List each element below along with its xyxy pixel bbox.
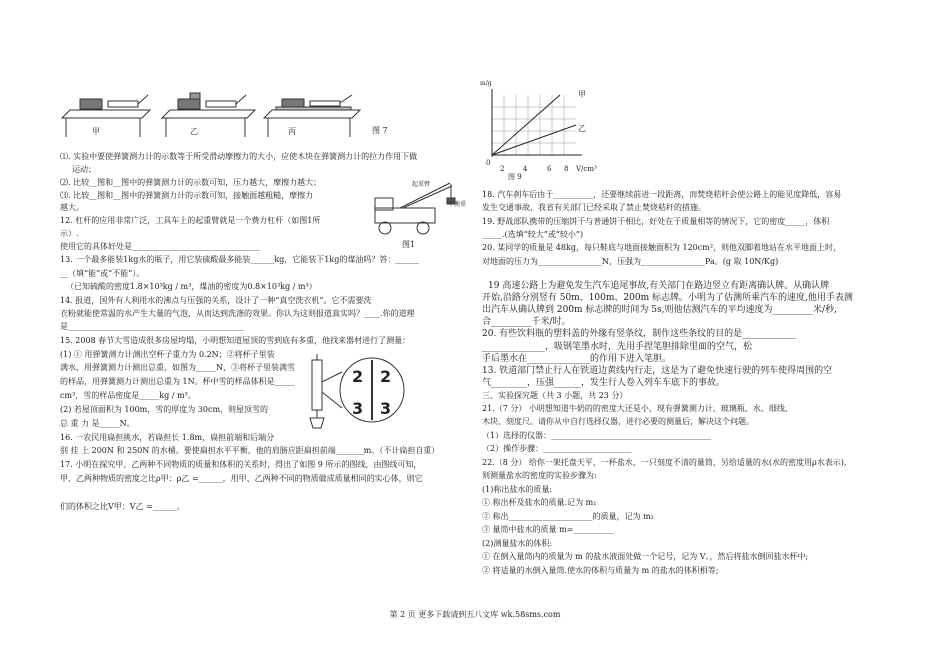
fig9-x-tick-8: 8 [564,165,569,173]
q19-line-2: _____.(选填“较大”或“较小”) [482,230,584,239]
q22-line-3: (1)称出盐水的质量: [482,485,553,494]
q22-line-2: 则测量盐水的密度的实验步骤为: [482,471,597,480]
fig7-label-jia: 甲 [92,127,100,136]
q22-line-1: 22.（8 分） 给你一架托盘天平，一杯盐水，一只刻度不清的量筒，另给适量的水(水的密度用ρ水表示), [482,458,847,467]
fig9-x-tick-2: 2 [500,165,505,173]
svg-text:2: 2 [380,367,392,386]
q19b-line-3: 出汽车从确认牌到 200m 标志牌的时间为 5s,则他估测汽车的平均速度为_________米/秒, [482,305,837,315]
q11-line-2: 运动； [72,165,96,174]
q15-line-5: cm³，雪的样品密度是_____kg / m³。 [60,391,196,400]
q22-line-5: ② 称出_____________________的质量，记为 m₂ [482,512,654,521]
fig7-caption: 图 7 [372,126,388,135]
q13-line-3: （已知硫酸的密度1.8×10³kg / m³，煤油的密度为0.8×10³kg / m³） [66,282,317,291]
q12-line-2: 示）. [60,229,79,238]
q18-line-1: 18. 汽车刹车后由于__________，还要继续前进一段距离，而焚烧秸秆会使公路上的能见度降低，容易 [482,190,842,199]
fig9-caption: 图 9 [508,173,522,181]
page-footer: 第 2 页 更多下载请到五八文库 wk.58sms.com [389,610,561,619]
q14-line-3: 是____________________________________________ [60,322,244,331]
q19-line-1: 19. 野战部队携带的压缩饼干与普通饼干相比，好处在于质量相等的情况下，它的密度_____，体积 [482,217,830,226]
q17-line-3: 们的体积之比V甲：V乙 =______。 [60,502,185,511]
q17-line-2: 甲、乙两种物质的密度之比ρ甲：ρ乙 =______，用甲、乙两种不同的物质做成质量相同的实心体，则它 [60,474,423,483]
q15-line-3: 满水，用弹簧测力计测出总重，如图为_____N，③将杯子里装满雪 [60,363,295,372]
q20-line-2: 对地面的压力为________________N，压强为________________Pa。(g 取 10N/Kg) [482,257,779,266]
q21-line-4: （2）操作步骤：______________________ [482,444,632,453]
fig9-x-tick-0: 0 [486,159,491,167]
q20b-line-1: 20. 有些饮料瓶的塑料盖的外缘有竖条纹，制作这些条纹的目的是____________ [482,329,797,339]
q22-line-4: ① 称出杯及盐水的质量.记为 m₁ [482,498,597,507]
q16-line-2: 别 挂 上 200N 和 250N 的水桶。要使扁担水平平衡，他的肩膀应距扁担前端_______m。（不计扁担自重） [60,446,440,455]
q13-line-2: __（填“能”或“不能”）。 [60,269,145,278]
q15-line-6: (2) 若屋顶面积为 100m，雪的厚度为 30cm，则屋顶雪的 [60,405,269,414]
q16-line-1: 16. 一农民用扁担挑水，若扁担长 1.8m，扁担前端和后端分 [60,433,275,442]
q17-line-1: 17. 小明在探究甲、乙两种不同物质的质量和体积的关系时，得出了如图 9 所示的图线，由图线可知， [60,460,422,469]
svg-text:3: 3 [380,399,392,418]
q20b-line-3: 手后墨水在______________的作用下进入笔胆。 [482,354,672,364]
fig7-label-yi: 乙 [190,127,198,136]
q22-line-8: ① 在倒入量筒内的质量为 m 的盐水液面处做一个记号，记为 V。，然后将盐水倒回盐水杯中; [482,552,809,561]
section-3-heading: 三、实验探究题（共 3 小题，共 23 分） [482,391,628,400]
q14-line-1: 14. 报道，国外有人利用水的沸点与压强的关系，设计了一种“真空洗衣机”。它不需要洗 [60,296,372,305]
figure-7 [60,85,400,140]
q19b-line-2: 开始,沿路分别竖有 50m、100m、200m 标志牌。小明为了估测所乘汽车的速度,他用手表测 [482,293,853,303]
fig9-x-unit: V/cm³ [576,165,597,173]
fig9-series-jia: 甲 [578,90,586,99]
fig9-y-unit: m/g [480,80,492,87]
svg-text:2: 2 [352,367,364,386]
q21-line-3: （1）选择的仪器：________________________________________ [482,431,712,440]
fig1-caption: 图1 [402,240,416,249]
q12-line-1: 12. 杠杆的应用非常广泛，工具车上的起重臂就是一个费力杠杆（如图1所 [60,216,321,225]
q11-line-3: ⑵. 比较__图和__图中的弹簧测力计的示数可知，压力越大，摩擦力越大； [60,178,322,187]
q19b-line-1: 19 高速公路上为避免发生汽车追尾事故,有关部门在路边竖立有距离确认牌。从确认牌 [488,281,830,291]
q19b-line-4: 合_________千米/时。 [482,317,571,327]
q14-line-2: 衣粉就能使常温的水产生大量的气泡，从而达到洗涤的效果。你认为这则报道真实吗？____.你的道理 [60,309,415,318]
q13-line-1: 13. 一个最多能装1kg水的瓶子，用它装硫酸最多能装______kg，它能装下1kg的煤油吗？答：______ [60,255,420,264]
q13b-line-1: 13. 铁道部门禁止行人在铁道边黄线内行走，这是为了避免快速行驶的列车使得周围的空 [482,366,833,376]
q20-line-1: 20. 某同学的质量是 48kg，每只鞋底与地面接触面积为 120cm²，则他双脚着地站在水平地面上时， [482,243,842,252]
fig1-counterweight-label: 平衡重 [448,201,467,208]
q20b-line-2: ______________，吸钢笔墨水时，先用手捏笔胆排除里面的空气，松 [482,342,753,352]
q15-line-2: (1) ① 用弹簧测力计测出空杯子重力为 0.2N；②将杯子里装 [60,350,275,359]
q15-line-7: 总 重 力 是_____N。 [60,419,135,428]
fig9-series-yi: 乙 [578,124,586,133]
q11-line-5: 越大。 [60,203,84,212]
q22-line-6: ③ 量筒中盐水的质量 m=__________ [482,525,614,534]
q21-line-2: 木块、刻度尺。请你从中自行选择仪器，进行必要的测量后，解决这个问题。 [482,417,754,426]
fig7-label-bing: 丙 [288,127,296,136]
q11-line-1: ⑴. 实验中要使弹簧测力计的示数等于所受滑动摩擦力的大小，应使木块在弹簧测力计的拉力作用下做 [60,152,418,161]
q15-line-4: 的样品，用弹簧测力计测出总重为 1N。杯中雪的样品体积是_____ [60,377,295,386]
svg-text:3: 3 [352,399,364,418]
q22-line-7: (2)测量盐水的体积: [482,539,553,548]
fig9-x-tick-4: 4 [523,165,528,173]
q18-line-2: 发生交通事故，我省有关部门已经采取了禁止焚烧秸秆的措施。 [482,203,706,212]
q15-line-1: 15. 2008 春节大雪造成很多房屋垮塌，小明想知道屋顶的雪到底有多重，他找来器材进行了测量： [60,336,411,345]
q22-line-9: ② 将适量的水倒入量筒.使水的体积与质量为 m 的盐水的体积相等; [482,566,719,575]
fig1-hook-label: 起重臂 [412,181,431,188]
fig9-x-tick-6: 6 [547,165,552,173]
q21-line-1: 21.（7 分） 小明想知道牛奶的的密度大还是小，现有弹簧测力计、玻璃瓶、水、细线、 [482,404,793,413]
q12-line-3: 使用它的具体好处是________________________________ [60,242,260,251]
q13b-line-2: 气________，压强______，发生行人卷入列车车底下的事故。 [482,378,726,388]
q11-line-4: ⑶. 比较__图和__图中的弹簧测力计的示数可知，接触面越粗糙，摩擦力 [60,191,314,200]
